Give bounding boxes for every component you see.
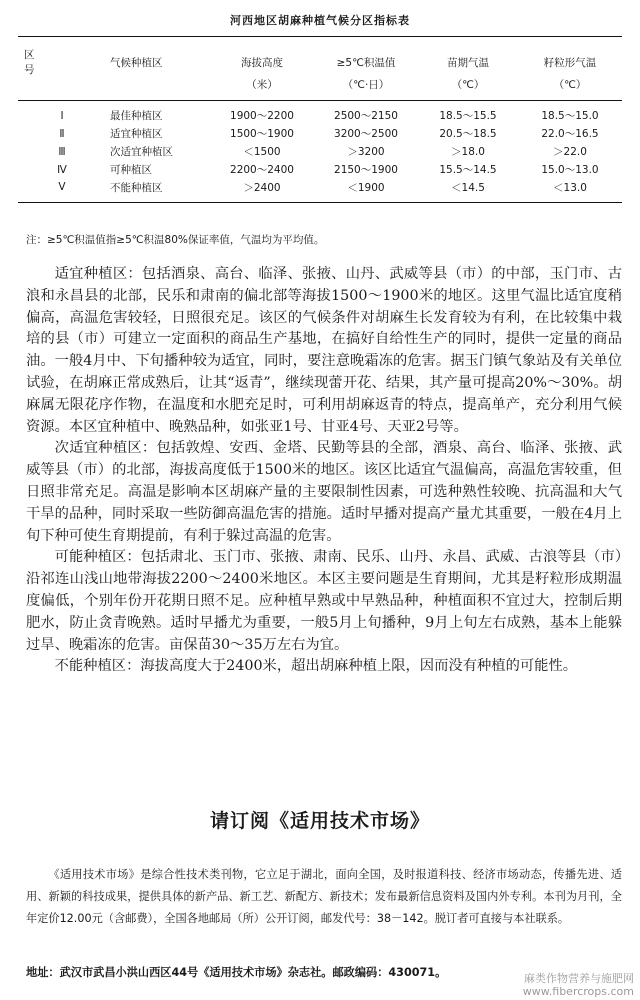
header-zone: 区 号 bbox=[18, 37, 106, 78]
cell-bud: 18.5～15.5 bbox=[439, 110, 497, 123]
header-altitude-unit: （米） bbox=[210, 77, 314, 101]
header-bud-temp: 苗期气温 bbox=[418, 37, 518, 78]
cell-altitude: ＜1500 bbox=[243, 146, 281, 158]
cell-accum: 2150～1900 bbox=[334, 164, 398, 176]
table-note: 注：≥5℃积温值指≥5℃积温80%保证率值，气温均为平均值。 bbox=[26, 234, 325, 246]
table-row bbox=[18, 143, 622, 161]
header-bud-temp-unit: （℃） bbox=[418, 77, 518, 101]
cell-form: 22.0～16.5 bbox=[541, 128, 599, 140]
cell-accum: 3200～2500 bbox=[334, 128, 398, 140]
table-row bbox=[18, 179, 622, 203]
ad-title: 请订阅《适用技术市场》 bbox=[209, 810, 430, 832]
climate-zone-table bbox=[18, 36, 622, 203]
cell-zone: Ⅰ bbox=[60, 109, 64, 122]
cell-type: 适宜种植区 bbox=[110, 128, 163, 140]
cell-form: 15.0～13.0 bbox=[541, 164, 599, 176]
cell-type: 次适宜种植区 bbox=[110, 146, 173, 158]
site-watermark bbox=[523, 972, 634, 998]
watermark-line-1: 麻类作物营养与施肥网 bbox=[524, 972, 634, 985]
article-body bbox=[26, 264, 622, 678]
ad-body bbox=[26, 864, 622, 930]
cell-altitude: 1900～2200 bbox=[230, 110, 294, 123]
cell-altitude: ＞2400 bbox=[210, 179, 314, 203]
cell-type: 不能种植区 bbox=[106, 179, 210, 203]
table-row bbox=[18, 161, 622, 179]
header-form-temp-unit: （℃） bbox=[518, 77, 622, 101]
cell-altitude: 2200～2400 bbox=[230, 164, 294, 176]
cell-accum: ＜1900 bbox=[314, 179, 418, 203]
cell-accum: 2500～2150 bbox=[334, 110, 398, 123]
ad-address: 地址：武汉市武昌小洪山西区44号《适用技术市场》杂志社。邮政编码：430071。 bbox=[26, 966, 447, 979]
cell-type: 可种植区 bbox=[110, 164, 152, 176]
paragraph-suitable-zone: 适宜种植区：包括酒泉、高台、临泽、张掖、山丹、武威等县（市）的中部，玉门市、古浪和永昌县的北部，民乐和肃南的偏北部等海拔1500～1900米的地区。这里气温比适宜度稍偏高，高温危害较轻，日照很充足。该区的气候条件对胡麻生长发育较为有利，在比较集中栽培的县（市）可建立一定面积的商品生产基地，在搞好自给性生产的同时，提供一定量的商品油。一般4月中、下旬播种较为适宜，同时，要注意晚霜冻的危害。据玉门镇气象站及有关单位试验，在胡麻正常成熟后，让其“返青”，继续现蕾开花、结果，其产量可提高20%～30%。胡麻属无限花序作物，在温度和水肥充足时，可利用胡麻返青的特点，提高单产，充分利用气候资源。本区宜种植中、晚熟品种，如张亚1号、甘亚4号、天亚2号等。 bbox=[26, 266, 622, 435]
cell-zone: Ⅳ bbox=[57, 163, 67, 176]
cell-bud: 20.5～18.5 bbox=[439, 128, 497, 140]
cell-form: 18.5～15.0 bbox=[541, 110, 599, 123]
paragraph-unsuitable-zone: 不能种植区：海拔高度大于2400米，超出胡麻种植上限，因而没有种植的可能性。 bbox=[54, 658, 578, 675]
header-accum-temp: ≥5℃积温值 bbox=[314, 37, 418, 78]
cell-bud: ＞18.0 bbox=[451, 146, 485, 158]
table-title: 河西地区胡麻种植气候分区指标表 bbox=[230, 14, 410, 27]
cell-bud: ＜14.5 bbox=[418, 179, 518, 203]
cell-bud: 15.5～14.5 bbox=[439, 164, 497, 176]
header-accum-temp-unit: （℃·日） bbox=[314, 77, 418, 101]
watermark-line-2: www.fibercrops.com bbox=[522, 985, 634, 998]
cell-form: ＞22.0 bbox=[553, 146, 587, 158]
table-row bbox=[18, 101, 622, 125]
cell-zone: Ⅱ bbox=[59, 127, 65, 140]
cell-altitude: 1500～1900 bbox=[230, 128, 294, 140]
header-form-temp: 籽粒形气温 bbox=[518, 37, 622, 78]
cell-type: 最佳种植区 bbox=[110, 110, 163, 123]
header-altitude: 海拔高度 bbox=[210, 37, 314, 78]
cell-form: ＜13.0 bbox=[518, 179, 622, 203]
header-type: 气候种植区 bbox=[106, 37, 210, 78]
paragraph-sub-suitable-zone: 次适宜种植区：包括敦煌、安西、金塔、民勤等县的全部，酒泉、高台、临泽、张掖、武威等县（市）的北部，海拔高度低于1500米的地区。该区比适宜气温偏高，高温危害较重，但日照非常充足。高温是影响本区胡麻产量的主要限制性因素，可选种熟性较晚、抗高温和大气干旱的品种，同时采取一些防御高温危害的措施。适时早播对提高产量尤其重要，一般在4月上旬下种可使生育期提前，有利于躲过高温的危害。 bbox=[26, 440, 622, 544]
cell-zone: Ⅲ bbox=[58, 145, 66, 158]
cell-zone: Ⅴ bbox=[18, 179, 106, 203]
paragraph-possible-zone: 可能种植区：包括肃北、玉门市、张掖、肃南、民乐、山丹、永昌、武威、古浪等县（市）沿祁连山浅山地带海拔2200～2400米地区。本区主要问题是生育期间，尤其是籽粒形成期温度偏低，个别年份开花期日照不足。应种植早熟或中早熟品种，种植面积不宜过大，控制后期肥水，防止贪青晚熟。适时早播尤为重要，一般5月上旬播种，9月上旬左右成熟，基本上能躲过旱、晚霜冻的危害。亩保苗30～35万左右为宜。 bbox=[26, 549, 622, 653]
cell-accum: ＞3200 bbox=[347, 146, 385, 158]
table-row bbox=[18, 125, 622, 143]
ad-paragraph: 《适用技术市场》是综合性技术类刊物，它立足于湖北，面向全国，及时报道科技、经济市场动态，传播先进、适用、新颖的科技成果，提供具体的新产品、新工艺、新配方、新技术；发布最新信息资料及国内外专利。本刊为月刊，全年定价12.00元（含邮费），全国各地邮局（所）公开订阅，邮发代号：38－142。脱订者可直接与本社联系。 bbox=[26, 868, 622, 925]
